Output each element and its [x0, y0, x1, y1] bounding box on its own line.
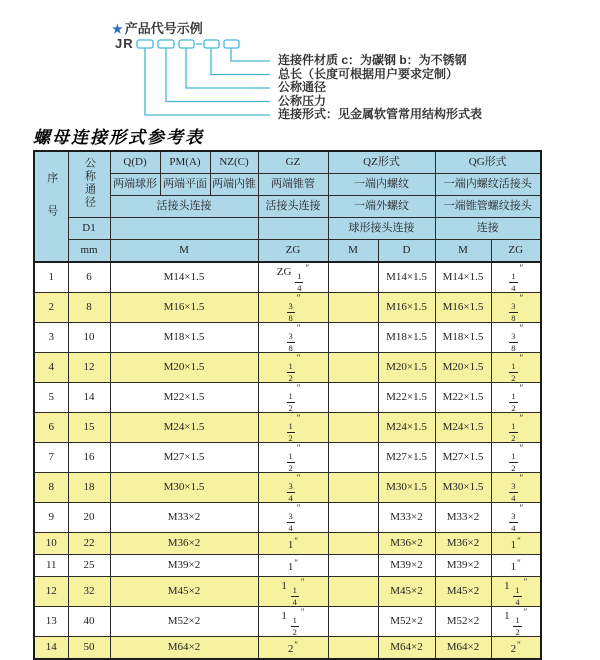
header-q-code: Q(D) [110, 151, 160, 174]
serial-cell: 7 [34, 443, 68, 473]
qz-m-cell [328, 262, 378, 293]
dn-cell: 22 [68, 533, 110, 555]
table-row [34, 607, 541, 637]
dn-cell: 40 [68, 607, 110, 637]
pipe-thread-size: $\frac{1}{2}$ ″ [288, 383, 301, 413]
table-header [34, 151, 541, 262]
table-row [34, 293, 541, 323]
header-pm-code: PM(A) [160, 151, 210, 174]
header-gz-code: GZ [258, 151, 328, 174]
header-row-2 [34, 174, 541, 196]
serial-cell: 5 [34, 383, 68, 413]
qz-d-cell: M20×1.5 [378, 353, 435, 383]
dn-cell: 32 [68, 577, 110, 607]
pipe-thread-size: $\frac{3}{4}$ ″ [511, 503, 524, 533]
table-row [34, 383, 541, 413]
table-row [34, 555, 541, 577]
dn-cell: 10 [68, 323, 110, 353]
serial-cell: 1 [34, 262, 68, 293]
m-thread-cell: M36×2 [110, 533, 258, 555]
pipe-thread-size: $\frac{3}{4}$ ″ [288, 473, 301, 503]
gz-zg-cell [258, 293, 328, 323]
header-nz-code: NZ(C) [210, 151, 258, 174]
gz-zg-cell [258, 353, 328, 383]
header-row-4 [34, 218, 541, 240]
qz-d-cell: M18×1.5 [378, 323, 435, 353]
qg-m-cell: M45×2 [435, 577, 491, 607]
qz-m-cell [328, 637, 378, 660]
diagram-heading-text: 产品代号示例 [124, 21, 203, 36]
gz-zg-cell [258, 323, 328, 353]
qg-zg-cell [491, 293, 541, 323]
serial-cell: 2 [34, 293, 68, 323]
header-qg-desc1: 一端内螺纹活接头 [435, 174, 541, 196]
header-d1: D1 [68, 218, 110, 240]
qz-d-cell: M24×1.5 [378, 413, 435, 443]
m-thread-cell: M64×2 [110, 637, 258, 660]
header-zg-unit: ZG [258, 240, 328, 263]
header-nominal-diameter-label: 公称通径 [83, 156, 96, 209]
header-qz-connection: 球形接头连接 [328, 218, 435, 240]
qz-m-cell [328, 443, 378, 473]
header-pm-desc: 两端平面 [160, 174, 210, 196]
gz-zg-cell [258, 473, 328, 503]
qg-zg-cell [491, 607, 541, 637]
code-prefix: JR [115, 36, 134, 51]
table-body [34, 262, 541, 659]
code-label-length: 总长（长度可根据用户要求定制） [278, 67, 459, 81]
header-nz-desc: 两端内锥 [210, 174, 258, 196]
serial-cell: 3 [34, 323, 68, 353]
header-q-desc: 两端球形 [110, 174, 160, 196]
gz-zg-cell [258, 413, 328, 443]
pipe-thread-size: $\frac{1}{2}$ ″ [288, 443, 301, 473]
m-thread-cell: M16×1.5 [110, 293, 258, 323]
header-row-3 [34, 196, 541, 218]
qz-d-cell: M39×2 [378, 555, 435, 577]
qg-zg-cell [491, 555, 541, 577]
pipe-thread-size: $\frac{3}{4}$ ″ [288, 503, 301, 533]
qg-m-cell: M52×2 [435, 607, 491, 637]
gz-zg-cell [258, 503, 328, 533]
pipe-thread-size: 1″ [287, 535, 299, 551]
qg-zg-cell [491, 413, 541, 443]
qg-m-cell: M22×1.5 [435, 383, 491, 413]
pipe-thread-size: $\frac{3}{8}$ ″ [288, 293, 301, 323]
pipe-thread-size: $\frac{3}{8}$ ″ [511, 293, 524, 323]
serial-cell: 14 [34, 637, 68, 660]
dn-cell: 16 [68, 443, 110, 473]
header-qz-code: QZ形式 [328, 151, 435, 174]
m-thread-cell: M52×2 [110, 607, 258, 637]
serial-cell: 8 [34, 473, 68, 503]
m-thread-cell: M27×1.5 [110, 443, 258, 473]
header-qg-code: QG形式 [435, 151, 541, 174]
qg-m-cell: M36×2 [435, 533, 491, 555]
qz-m-cell [328, 383, 378, 413]
qz-m-cell [328, 503, 378, 533]
m-thread-cell: M45×2 [110, 577, 258, 607]
pipe-thread-size: 1 $\frac{1}{2}$ ″ [281, 607, 305, 637]
table-row [34, 473, 541, 503]
gz-zg-cell [258, 637, 328, 660]
table-row [34, 577, 541, 607]
m-thread-cell: M33×2 [110, 503, 258, 533]
qg-m-cell: M33×2 [435, 503, 491, 533]
pipe-thread-size: $\frac{1}{2}$ ″ [511, 413, 524, 443]
dn-cell: 15 [68, 413, 110, 443]
qz-d-cell: M27×1.5 [378, 443, 435, 473]
qg-m-cell: M16×1.5 [435, 293, 491, 323]
qz-m-cell [328, 323, 378, 353]
table-row [34, 637, 541, 660]
code-boxes [137, 40, 239, 48]
m-thread-cell: M14×1.5 [110, 262, 258, 293]
qz-d-cell: M16×1.5 [378, 293, 435, 323]
pipe-thread-size: $\frac{1}{2}$ ″ [511, 383, 524, 413]
pipe-thread-size: 2″ [510, 639, 521, 655]
qg-m-cell: M39×2 [435, 555, 491, 577]
serial-cell: 4 [34, 353, 68, 383]
dn-cell: 6 [68, 262, 110, 293]
dn-cell: 8 [68, 293, 110, 323]
code-label-diameter: 公称通径 [278, 80, 327, 94]
qg-zg-cell [491, 637, 541, 660]
header-nominal-diameter [68, 151, 110, 218]
serial-cell: 9 [34, 503, 68, 533]
serial-cell: 6 [34, 413, 68, 443]
pipe-thread-size: 2″ [287, 639, 299, 655]
qz-d-cell: M30×1.5 [378, 473, 435, 503]
qg-zg-cell [491, 262, 541, 293]
qg-m-cell: M24×1.5 [435, 413, 491, 443]
qz-m-cell [328, 607, 378, 637]
qg-m-cell: M30×1.5 [435, 473, 491, 503]
qg-zg-cell [491, 323, 541, 353]
serial-cell: 13 [34, 607, 68, 637]
qz-m-cell [328, 353, 378, 383]
serial-cell: 10 [34, 533, 68, 555]
gz-zg-cell [258, 262, 328, 293]
qz-d-cell: M52×2 [378, 607, 435, 637]
header-empty-gz [258, 218, 328, 240]
star-icon: ★ [112, 22, 123, 36]
qz-d-cell: M45×2 [378, 577, 435, 607]
table-row [34, 443, 541, 473]
qz-m-cell [328, 293, 378, 323]
gz-zg-cell [258, 443, 328, 473]
header-serial-label: 序号 [45, 171, 58, 238]
m-thread-cell: M39×2 [110, 555, 258, 577]
pipe-thread-size: $\frac{3}{4}$ ″ [511, 473, 524, 503]
pipe-thread-size: $\frac{3}{8}$ ″ [288, 323, 301, 353]
table-row [34, 533, 541, 555]
qg-m-cell: M20×1.5 [435, 353, 491, 383]
header-serial [34, 151, 68, 262]
qg-zg-cell [491, 533, 541, 555]
pipe-thread-size: 1 $\frac{1}{4}$ ″ [504, 577, 528, 607]
serial-cell: 11 [34, 555, 68, 577]
qg-zg-cell [491, 383, 541, 413]
m-thread-cell: M30×1.5 [110, 473, 258, 503]
pipe-thread-size: ZG $\frac{1}{4}$ ″ [276, 263, 310, 293]
header-qg-zg-unit: ZG [491, 240, 541, 263]
header-row-1 [34, 151, 541, 174]
m-thread-cell: M24×1.5 [110, 413, 258, 443]
qz-m-cell [328, 555, 378, 577]
header-qg-connection: 连接 [435, 218, 541, 240]
qg-zg-cell [491, 353, 541, 383]
header-gz-union-connection: 活接头连接 [258, 196, 328, 218]
qz-m-cell [328, 533, 378, 555]
dn-cell: 20 [68, 503, 110, 533]
table-row [34, 262, 541, 293]
dn-cell: 50 [68, 637, 110, 660]
qz-d-cell: M22×1.5 [378, 383, 435, 413]
code-label-material: 连接件材质 c：为碳钢 b：为不锈钢 [278, 53, 467, 67]
header-empty-union [110, 218, 258, 240]
pipe-thread-size: $\frac{1}{2}$ ″ [511, 443, 524, 473]
qg-m-cell: M27×1.5 [435, 443, 491, 473]
table-row [34, 503, 541, 533]
gz-zg-cell [258, 383, 328, 413]
qg-m-cell: M64×2 [435, 637, 491, 660]
header-gz-desc: 两端锥管 [258, 174, 328, 196]
dn-cell: 14 [68, 383, 110, 413]
pipe-thread-size: $\frac{1}{2}$ ″ [511, 353, 524, 383]
dn-cell: 25 [68, 555, 110, 577]
header-qz-d-unit: D [378, 240, 435, 263]
dn-cell: 12 [68, 353, 110, 383]
table-row [34, 323, 541, 353]
diagram-heading [112, 18, 203, 37]
qg-m-cell: M14×1.5 [435, 262, 491, 293]
qg-zg-cell [491, 503, 541, 533]
m-thread-cell: M20×1.5 [110, 353, 258, 383]
header-qz-desc1: 一端内螺纹 [328, 174, 435, 196]
header-mm-unit: mm [68, 240, 110, 263]
header-qz-m-unit: M [328, 240, 378, 263]
nut-connection-reference-table [33, 150, 542, 660]
gz-zg-cell [258, 533, 328, 555]
code-label-connection: 连接形式：见金属软管常用结构形式表 [278, 107, 483, 121]
table-row [34, 413, 541, 443]
qg-m-cell: M18×1.5 [435, 323, 491, 353]
qg-zg-cell [491, 443, 541, 473]
header-qg-m-unit: M [435, 240, 491, 263]
m-thread-cell: M22×1.5 [110, 383, 258, 413]
qz-d-cell: M33×2 [378, 503, 435, 533]
qz-m-cell [328, 473, 378, 503]
serial-cell: 12 [34, 577, 68, 607]
qz-m-cell [328, 577, 378, 607]
pipe-thread-size: 1 $\frac{1}{2}$ ″ [504, 607, 528, 637]
pipe-thread-size: 1″ [510, 557, 521, 573]
qz-d-cell: M14×1.5 [378, 262, 435, 293]
header-qz-desc2: 一端外螺纹 [328, 196, 435, 218]
qz-d-cell: M36×2 [378, 533, 435, 555]
pipe-thread-size: $\frac{1}{4}$ ″ [511, 263, 524, 293]
qz-d-cell: M64×2 [378, 637, 435, 660]
gz-zg-cell [258, 577, 328, 607]
pipe-thread-size: 1″ [510, 535, 521, 551]
header-row-5 [34, 240, 541, 263]
pipe-thread-size: $\frac{3}{8}$ ″ [511, 323, 524, 353]
code-label-pressure: 公称压力 [278, 94, 327, 108]
qg-zg-cell [491, 577, 541, 607]
pipe-thread-size: 1 $\frac{1}{4}$ ″ [281, 577, 305, 607]
header-union-connection: 活接头连接 [110, 196, 258, 218]
header-m-unit: M [110, 240, 258, 263]
pipe-thread-size: 1″ [287, 557, 299, 573]
header-qg-desc2: 一端锥管螺纹接头 [435, 196, 541, 218]
qg-zg-cell [491, 473, 541, 503]
table-title: 螺母连接形式参考表 [33, 128, 204, 148]
qz-m-cell [328, 413, 378, 443]
gz-zg-cell [258, 555, 328, 577]
dn-cell: 18 [68, 473, 110, 503]
gz-zg-cell [258, 607, 328, 637]
m-thread-cell: M18×1.5 [110, 323, 258, 353]
pipe-thread-size: $\frac{1}{2}$ ″ [288, 353, 301, 383]
pipe-thread-size: $\frac{1}{2}$ ″ [288, 413, 301, 443]
table-row [34, 353, 541, 383]
